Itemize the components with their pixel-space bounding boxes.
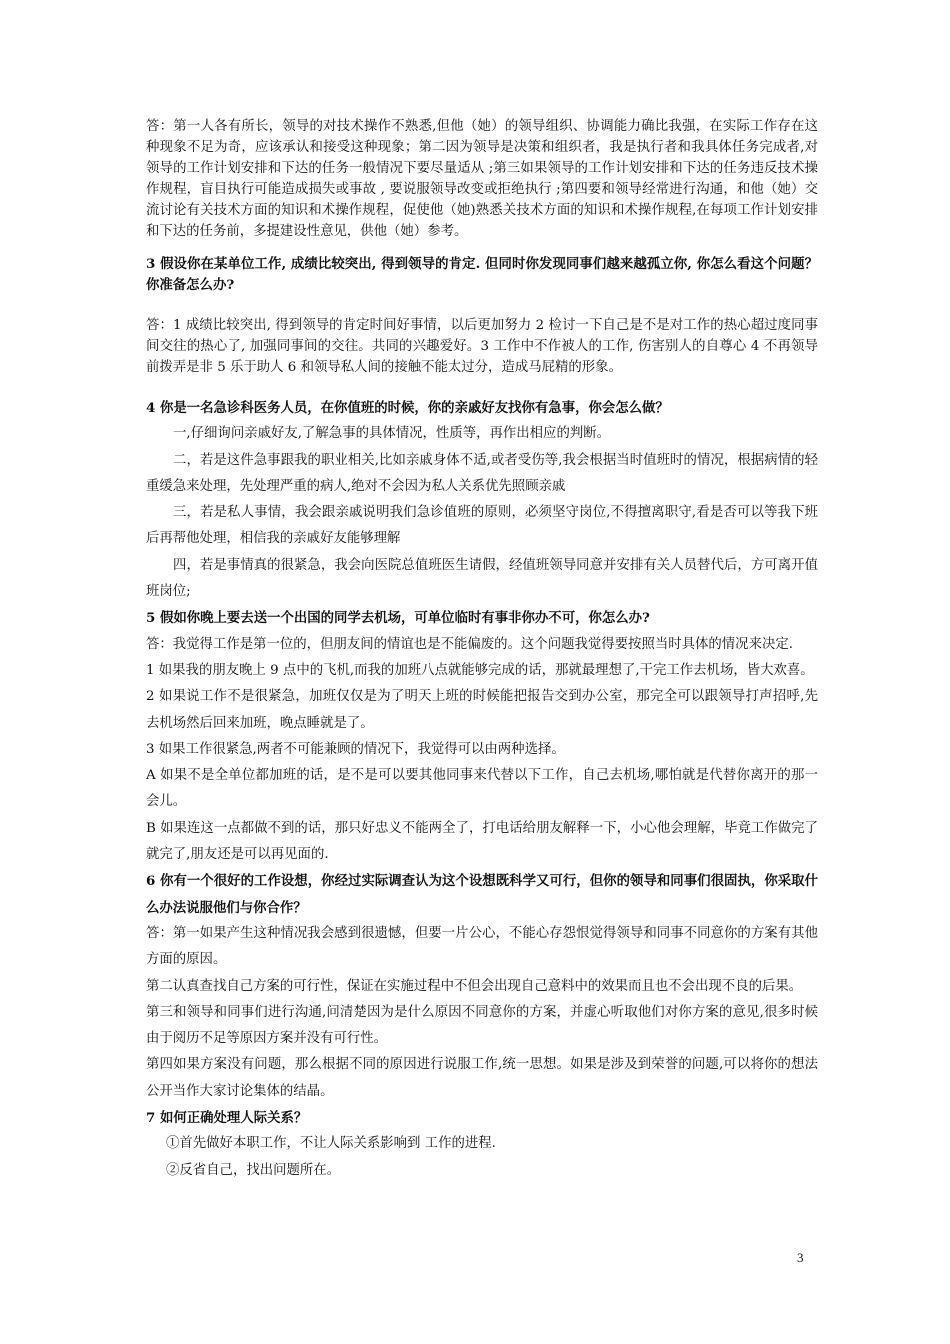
question-3-block: [146, 254, 818, 296]
q4-item-4: 四，若是事情真的很紧急，我会向医院总值班医生请假，经值班领导同意并安排有关人员替代后，方可离开值班岗位;: [146, 557, 818, 600]
question-3-heading: 3 假设你在某单位工作, 成绩比较突出, 得到领导的肯定. 但同时你发现同事们越来越孤立你, 你怎么看这个问题？你准备怎么办?: [146, 256, 818, 293]
page-number: 3: [797, 1250, 804, 1265]
q5-answer-b: B 如果连这一点都做不到的话，那只好忠义不能两全了，打电话给朋友解释一下，小心他会理解，毕竟工作做完了就完了,朋友还是可以再见面的.: [146, 820, 818, 863]
answer-3-block: [146, 315, 818, 378]
answer-2-block: [146, 116, 818, 242]
q4-item-3: 三，若是私人事情，我会跟亲戚说明我们急诊值班的原则，必须坚守岗位,不得擅离职守,看是否可以等我下班后再帮他处理，相信我的亲戚好友能够理解: [146, 505, 818, 547]
q5-answer-2: 2 如果说工作不是很紧急，加班仅仅是为了明天上班的时候能把报告交到办公室，那完全可以跟领导打声招呼,先去机场然后回来加班，晚点睡就是了。: [146, 689, 818, 731]
q5-answer-a: A 如果不是全单位都加班的话，是不是可以要其他同事来代替以下工作，自己去机场,哪怕就是代替你离开的那一会儿。: [146, 768, 818, 810]
q6-answer-1: 答：第一如果产生这种情况我会感到很遗憾，但要一片公心，不能心存怨恨觉得领导和同事不同意你的方案有其他方面的原因。: [146, 925, 818, 968]
question-4-heading: 4 你是一名急诊科医务人员，在你值班的时候，你的亲戚好友找你有急事，你会怎么做？: [146, 400, 669, 416]
q6-answer-2: 第二认真查找自己方案的可行性，保证在实施过程中不但会出现自己意料中的效果而且也不会出现不良的后果。: [146, 978, 803, 994]
q5-answer-intro: 答：我觉得工作是第一位的，但朋友间的情谊也是不能偏废的。这个问题我觉得要按照当时具体的情况来决定.: [146, 636, 794, 652]
answer-3-text: 答：1 成绩比较突出, 得到领导的肯定时间好事情，以后更加努力 2 检讨一下自己是不是对工作的热心超过度同事间交往的热心了, 加强同事间的交往。共同的兴趣爱好。3 工作中不作被人的工作, 伤害别人的自尊心 4 不再领导前拨弄是非 5 乐于助人 6 和领导私人间的接触不能太过分，造成马屁精的形象。: [146, 318, 818, 375]
q4-item-2: 二，若是这件急事跟我的职业相关,比如亲戚身体不适,或者受伤等,我会根据当时值班时的情况，根据病情的轻重缓急来处理，先处理严重的病人,绝对不会因为私人关系优先照顾亲戚: [146, 452, 818, 494]
q6-answer-3: 第三和领导和同事们进行沟通,问清楚因为是什么原因不同意你的方案，并虚心听取他们对你方案的意见,很多时候由于阅历不足等原因方案并没有可行性。: [146, 1004, 818, 1047]
q7-item-1: ①首先做好本职工作，不让人际关系影响到 工作的进程.: [166, 1136, 496, 1152]
q6-answer-4: 第四如果方案没有问题，那么根据不同的原因进行说服工作,统一思想。如果是涉及到荣誉的问题,可以将你的想法公开当作大家讨论集体的结晶。: [146, 1057, 818, 1099]
question-5-heading: 5 假如你晚上要去送一个出国的同学去机场，可单位临时有事非你办不可，你怎么办?: [146, 610, 650, 627]
q7-item-2: ②反省自己，找出问题所在。: [166, 1162, 341, 1178]
answer-2-text: 答：第一人各有所长，领导的对技术操作不熟悉,但他（她）的领导组织、协调能力确比我强，在实际工作存在这种现象不足为奇，应该承认和接受这种现象；第二因为领导是决策和组织者，我是执行者和我具体任务完成者,对领导的工作计划安排和下达的任务一般情况下要尽量适从 ;第三如果领导的工作计划安排和下达的任务违反技术操作规程，盲目执行可能造成损失或事故 , 要说服领导改变或拒绝执行 ;第四要和领导经常进行沟通，和他（她）交流讨论有关技术方面的知识和术操作规程，促使他（她)熟悉关技术方面的知识和术操作规程,在每项工作计划安排和下达的任务前，多提建设性意见，供他（她）参考。: [146, 119, 818, 239]
question-4-to-7-block: [146, 395, 818, 1184]
q5-answer-3: 3 如果工作很紧急,两者不可能兼顾的情况下，我觉得可以由两种选择。: [146, 741, 565, 757]
question-7-heading: 7 如何正确处理人际关系？: [146, 1110, 308, 1127]
question-6-heading: 6 你有一个很好的工作设想，你经过实际调查认为这个设想既科学又可行，但你的领导和同事们很固执，你采取什么办法说服他们与你合作？: [146, 873, 818, 916]
q5-answer-1: 1 如果我的朋友晚上 9 点中的飞机,而我的加班八点就能够完成的话，那就最理想了,干完工作去机场，皆大欢喜。: [146, 662, 814, 678]
q4-item-1: 一,仔细询问亲戚好友,了解急事的具体情况，性质等，再作出相应的判断。: [173, 426, 611, 442]
